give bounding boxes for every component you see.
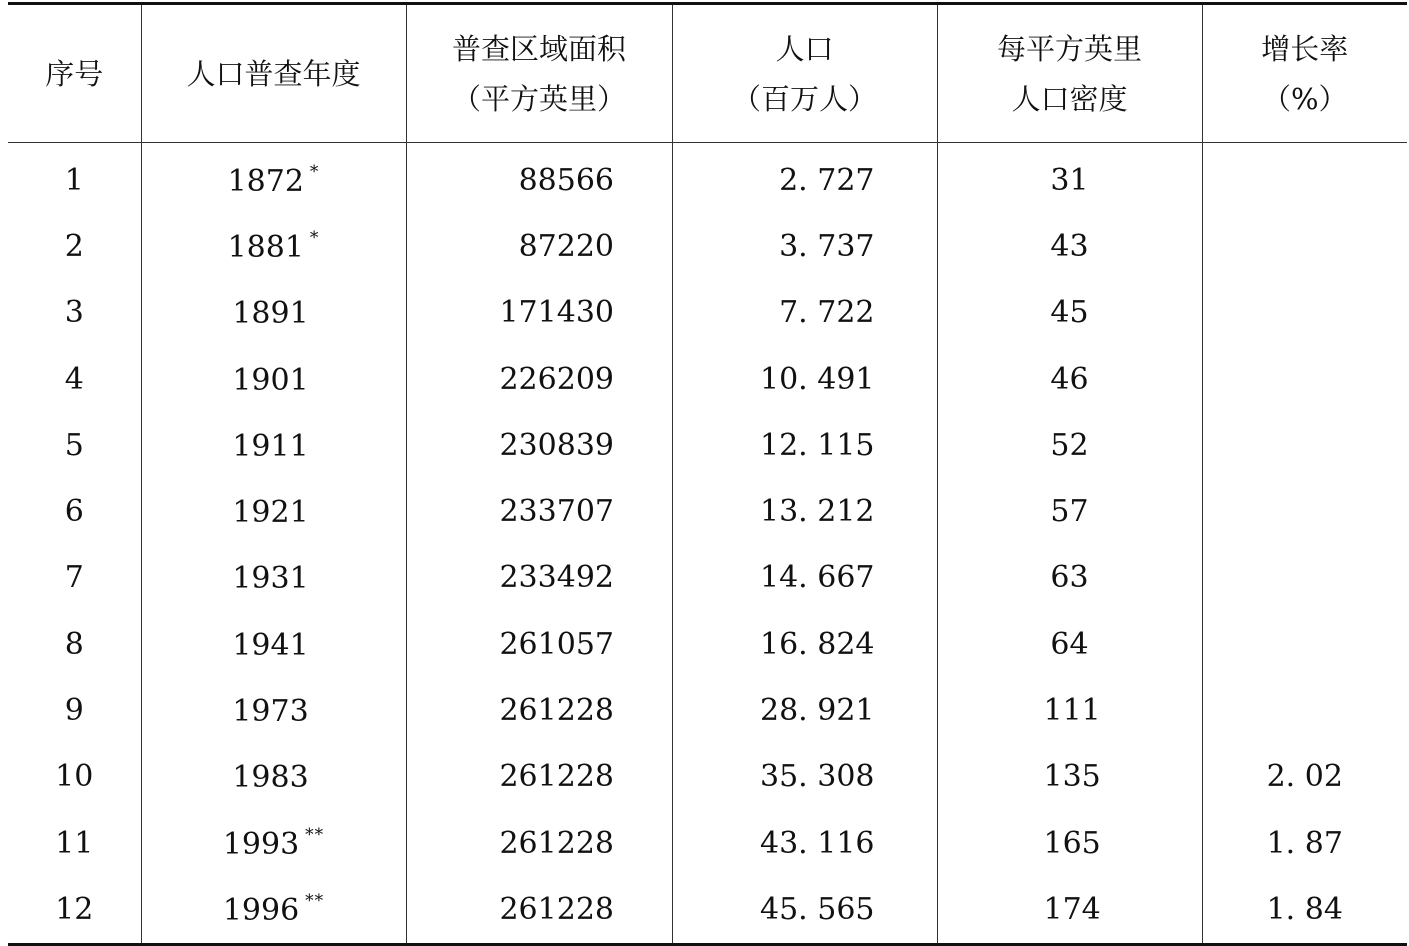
- table-row: [8, 213, 1407, 279]
- header-population: [672, 4, 937, 143]
- cell-density: [937, 346, 1202, 412]
- cell-area: [406, 478, 672, 544]
- population-value: 35. 308: [759, 759, 875, 795]
- cell-growth: [1202, 478, 1407, 544]
- cell-growth: [1202, 412, 1407, 478]
- cell-no: 4: [64, 361, 84, 397]
- table-row: [8, 143, 1407, 214]
- cell-population: [672, 744, 937, 810]
- table-row: [8, 346, 1407, 412]
- table-row: [8, 412, 1407, 478]
- year-value: 1931: [232, 561, 309, 597]
- header-no: [8, 4, 141, 143]
- population-value: 14. 667: [759, 560, 875, 596]
- table-row: [8, 677, 1407, 743]
- cell-density: [937, 611, 1202, 677]
- cell-growth: 1. 87: [1202, 810, 1407, 876]
- cell-population: [672, 677, 937, 743]
- cell-area: [406, 611, 672, 677]
- year-value: 1983: [232, 760, 309, 796]
- density-value: 64: [1050, 626, 1089, 662]
- header-row: [8, 4, 1407, 143]
- cell-population: [672, 478, 937, 544]
- cell-year: [141, 213, 406, 279]
- table-row: [8, 545, 1407, 611]
- cell-area: [406, 810, 672, 876]
- population-value: 2. 727: [779, 162, 875, 198]
- cell-no: 9: [64, 693, 84, 729]
- cell-growth: [1202, 143, 1407, 214]
- cell-density: [937, 478, 1202, 544]
- cell-growth: [1202, 677, 1407, 743]
- population-value: 7. 722: [779, 295, 875, 331]
- table-body: [8, 143, 1407, 945]
- density-value: 63: [1050, 560, 1089, 596]
- cell-density: [937, 810, 1202, 876]
- cell-growth: 2. 02: [1202, 744, 1407, 810]
- header-no-line-1: 序号: [45, 56, 104, 91]
- header-population-line-2: （百万人）: [731, 81, 877, 116]
- year-value: 1891: [232, 296, 309, 332]
- cell-area: [406, 280, 672, 346]
- cell-no: 3: [64, 295, 84, 331]
- cell-year: [141, 346, 406, 412]
- density-value: 31: [1050, 162, 1089, 198]
- cell-growth: [1202, 280, 1407, 346]
- year-value: 1921: [232, 495, 309, 531]
- year-value: 1941: [232, 627, 309, 663]
- table-row: [8, 876, 1407, 944]
- cell-no: 8: [64, 626, 84, 662]
- density-value: 43: [1050, 228, 1089, 264]
- year-value: 1872: [227, 163, 304, 199]
- density-value: 46: [1050, 361, 1089, 397]
- population-value: 28. 921: [759, 693, 875, 729]
- cell-population: [672, 213, 937, 279]
- population-value: 43. 116: [759, 825, 875, 861]
- area-value: 261228: [499, 825, 614, 861]
- density-value: 52: [1050, 427, 1089, 463]
- header-year-line-1: 人口普查年度: [186, 56, 361, 91]
- table-row: [8, 744, 1407, 810]
- density-value: 165: [1043, 825, 1101, 861]
- area-value: 261228: [499, 759, 614, 795]
- year-value: 1993: [222, 826, 300, 862]
- area-value: 226209: [499, 361, 614, 397]
- year-footnote-mark: *: [309, 161, 320, 182]
- cell-year: [141, 611, 406, 677]
- cell-density: [937, 744, 1202, 810]
- cell-no: 11: [55, 825, 94, 861]
- cell-density: [937, 412, 1202, 478]
- area-value: 233707: [499, 494, 614, 530]
- year-value: 1901: [232, 362, 309, 398]
- year-value: 1996: [222, 892, 300, 928]
- area-value: 261057: [499, 626, 614, 662]
- year-value: 1973: [232, 694, 309, 730]
- cell-area: [406, 744, 672, 810]
- cell-year: [141, 412, 406, 478]
- cell-year: [141, 744, 406, 810]
- cell-density: [937, 545, 1202, 611]
- cell-density: [937, 677, 1202, 743]
- header-area-line-2: （平方英里）: [451, 81, 626, 116]
- area-value: 233492: [499, 560, 614, 596]
- cell-growth: [1202, 611, 1407, 677]
- area-value: 261228: [499, 693, 614, 729]
- cell-no: 5: [64, 427, 84, 463]
- cell-year: [141, 810, 406, 876]
- cell-no: 10: [55, 759, 94, 795]
- population-value: 45. 565: [759, 891, 875, 927]
- area-value: 87220: [518, 228, 614, 264]
- cell-population: [672, 280, 937, 346]
- cell-area: [406, 346, 672, 412]
- cell-year: [141, 545, 406, 611]
- cell-year: [141, 478, 406, 544]
- population-value: 12. 115: [759, 427, 875, 463]
- table-row: [8, 280, 1407, 346]
- population-value: 10. 491: [759, 361, 875, 397]
- area-value: 261228: [499, 891, 614, 927]
- cell-population: [672, 876, 937, 944]
- header-area-line-1: 普查区域面积: [451, 31, 626, 66]
- year-footnote-mark: **: [305, 890, 325, 911]
- cell-area: [406, 213, 672, 279]
- year-value: 1911: [232, 428, 309, 464]
- table-header: [8, 4, 1407, 143]
- density-value: 135: [1043, 759, 1101, 795]
- density-value: 45: [1050, 295, 1089, 331]
- density-value: 111: [1043, 693, 1101, 729]
- header-density-line-2: 人口密度: [1011, 81, 1128, 116]
- header-density-line-1: 每平方英里: [996, 31, 1142, 66]
- header-area: [406, 4, 672, 143]
- cell-area: [406, 876, 672, 944]
- cell-growth: 1. 84: [1202, 876, 1407, 944]
- cell-population: [672, 143, 937, 214]
- cell-year: [141, 876, 406, 944]
- cell-area: [406, 412, 672, 478]
- cell-area: [406, 143, 672, 214]
- area-value: 230839: [499, 427, 614, 463]
- cell-year: [141, 677, 406, 743]
- cell-area: [406, 677, 672, 743]
- cell-year: [141, 280, 406, 346]
- header-growth-line-1: 增长率: [1261, 31, 1349, 66]
- population-value: 16. 824: [759, 626, 875, 662]
- area-value: 171430: [499, 295, 614, 331]
- cell-growth: [1202, 346, 1407, 412]
- cell-density: [937, 280, 1202, 346]
- cell-density: [937, 213, 1202, 279]
- population-value: 3. 737: [779, 228, 875, 264]
- cell-no: 12: [55, 891, 94, 927]
- cell-area: [406, 545, 672, 611]
- census-table: [8, 2, 1407, 946]
- cell-population: [672, 545, 937, 611]
- cell-population: [672, 810, 937, 876]
- cell-year: [141, 143, 406, 214]
- population-value: 13. 212: [759, 494, 875, 530]
- cell-no: 6: [64, 494, 84, 530]
- density-value: 57: [1050, 494, 1089, 530]
- cell-no: 2: [64, 228, 84, 264]
- table-row: [8, 810, 1407, 876]
- header-growth: [1202, 4, 1407, 143]
- area-value: 88566: [518, 162, 614, 198]
- cell-density: [937, 143, 1202, 214]
- year-footnote-mark: *: [309, 227, 320, 248]
- cell-population: [672, 412, 937, 478]
- header-density: [937, 4, 1202, 143]
- year-footnote-mark: **: [305, 824, 325, 845]
- header-population-line-1: 人口: [775, 31, 834, 66]
- cell-growth: [1202, 545, 1407, 611]
- cell-density: [937, 876, 1202, 944]
- density-value: 174: [1043, 891, 1101, 927]
- cell-growth: [1202, 213, 1407, 279]
- cell-population: [672, 346, 937, 412]
- cell-no: 7: [64, 560, 84, 596]
- header-year: [141, 4, 406, 143]
- table-row: [8, 611, 1407, 677]
- cell-population: [672, 611, 937, 677]
- cell-no: 1: [64, 162, 84, 198]
- table-row: [8, 478, 1407, 544]
- year-value: 1881: [227, 229, 304, 265]
- header-growth-line-2: （%）: [1261, 81, 1348, 116]
